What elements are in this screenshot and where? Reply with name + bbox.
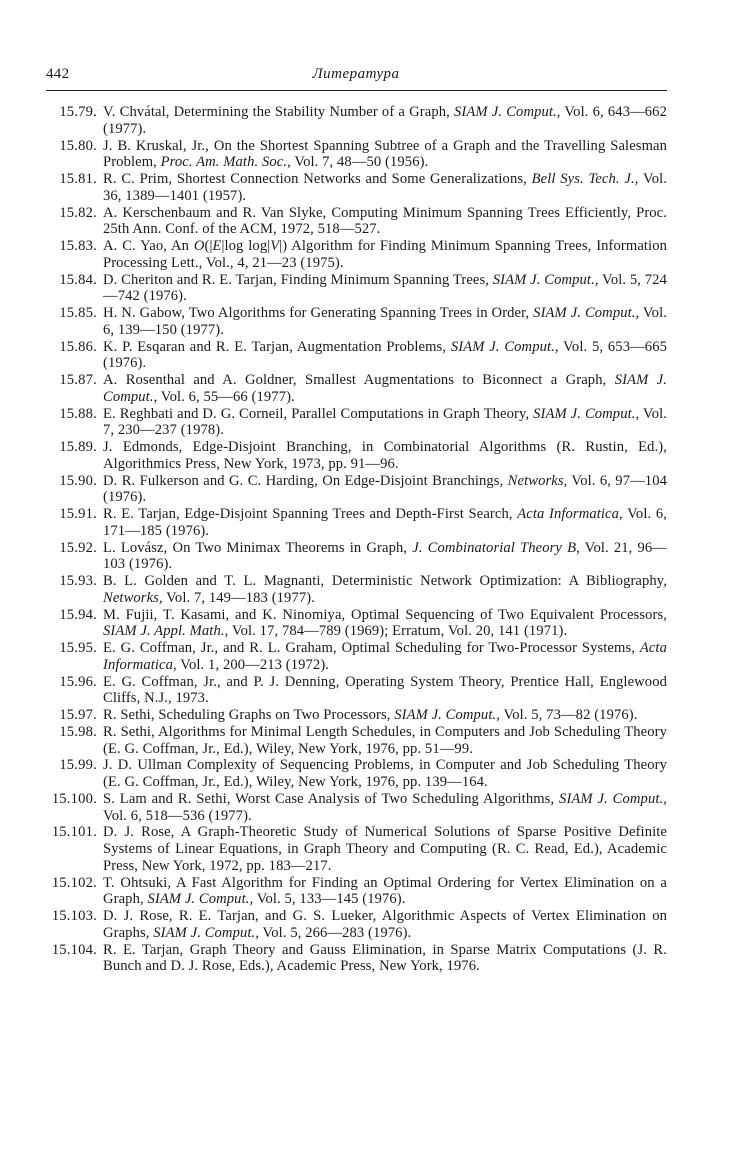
reference-entry xyxy=(46,473,667,507)
reference-number: 15.82. xyxy=(59,204,97,221)
reference-list xyxy=(46,104,667,975)
reference-text xyxy=(103,724,667,758)
running-title: Литература xyxy=(312,66,400,82)
reference-italic-text: SIAM J. Comput. xyxy=(450,338,555,355)
reference-number: 15.103. xyxy=(51,908,97,924)
reference-plain-text: D. J. Rose, A Graph-Theoretic Study of Numerical Solutions of Sparse Positive Definite Systems of Linear Equations, in Graph Theory and Computing (R. C. Read, Ed.), Academic Press, New York, 1972, pp. 183—217. xyxy=(103,824,667,874)
reference-number: 15.83. xyxy=(59,238,97,254)
reference-number: 15.94. xyxy=(59,606,97,623)
reference-plain-text: , Vol. 6, 518—536 (1977). xyxy=(103,790,667,824)
reference-italic-text: Acta Informatica xyxy=(103,640,667,673)
reference-plain-text: , Vol. 5, 724—742 (1976). xyxy=(103,271,667,305)
reference-italic-text: SIAM J. Comput. xyxy=(492,271,595,288)
reference-entry xyxy=(46,607,667,641)
reference-entry xyxy=(46,824,667,874)
reference-plain-text: , Vol. 36, 1389—1401 (1957). xyxy=(103,171,667,204)
reference-number: 15.81. xyxy=(59,171,97,187)
reference-text xyxy=(103,506,667,540)
reference-number: 15.97. xyxy=(59,707,97,723)
reference-italic-text: SIAM J. Comput. xyxy=(103,372,667,405)
reference-entry xyxy=(46,674,667,708)
reference-italic-text: SIAM J. Comput. xyxy=(394,707,497,723)
reference-entry xyxy=(46,540,667,574)
reference-plain-text: J. D. Ullman Complexity of Sequencing Problems, in Computer and Job Scheduling Theory (E. G. Coffman, Jr., Ed.), Wiley, New York, 1976, pp. 139—164. xyxy=(103,757,667,790)
reference-plain-text: V. Chvátal, Determining the Stability Number of a Graph, xyxy=(103,104,454,120)
reference-number: 15.100. xyxy=(51,790,97,807)
reference-plain-text: J. Edmonds, Edge-Disjoint Branching, in Combinatorial Algorithms (R. Rustin, Ed.), Algorithmics Press, New York, 1973, pp. 91—96. xyxy=(103,439,667,472)
reference-text xyxy=(103,875,667,909)
reference-entry xyxy=(46,138,667,172)
reference-plain-text: , Vol. 5, 266—283 (1976). xyxy=(255,924,412,941)
reference-number: 15.93. xyxy=(59,573,97,589)
page-header xyxy=(46,66,666,90)
reference-text xyxy=(103,406,667,440)
reference-text xyxy=(103,205,667,239)
reference-italic-text: V xyxy=(270,238,280,254)
reference-text xyxy=(103,607,667,641)
reference-plain-text: , Vol. 6, 171—185 (1976). xyxy=(103,506,668,539)
reference-entry xyxy=(46,305,667,339)
reference-plain-text: , Vol. 21, 96—103 (1976). xyxy=(103,539,667,573)
reference-number: 15.102. xyxy=(51,874,97,891)
reference-plain-text: A. C. Yao, An xyxy=(103,238,194,254)
reference-italic-text: J. Combinatorial Theory B xyxy=(412,539,577,556)
reference-text xyxy=(103,908,667,942)
reference-entry xyxy=(46,791,667,825)
reference-plain-text: R. E. Tarjan, Graph Theory and Gauss Elimination, in Sparse Matrix Computations (J. R. Bunch and D. J. Rose, Eds.), Academic Press, New York, 1976. xyxy=(103,941,667,975)
reference-text xyxy=(103,640,667,674)
reference-plain-text: D. J. Rose, R. E. Tarjan, and G. S. Lueker, Algorithmic Aspects of Vertex Elimination on Graphs, xyxy=(103,908,667,941)
reference-text xyxy=(103,791,667,825)
reference-plain-text: , Vol. 7, 48—50 (1956). xyxy=(287,154,429,171)
reference-plain-text: , Vol. 6, 139—150 (1977). xyxy=(103,305,667,338)
reference-text xyxy=(103,757,667,791)
reference-entry xyxy=(46,506,667,540)
reference-plain-text: E. Reghbati and D. G. Corneil, Parallel Computations in Graph Theory, xyxy=(103,405,534,422)
reference-italic-text: Acta Informatica xyxy=(517,506,620,522)
reference-number: 15.92. xyxy=(59,539,97,556)
reference-plain-text: D. Cheriton and R. E. Tarjan, Finding Minimum Spanning Trees, xyxy=(103,271,493,288)
reference-italic-text: SIAM J. Comput. xyxy=(533,305,636,321)
reference-plain-text: M. Fujii, T. Kasami, and K. Ninomiya, Optimal Sequencing of Two Equivalent Processors, xyxy=(103,606,667,623)
reference-number: 15.80. xyxy=(59,137,97,154)
reference-plain-text: D. R. Fulkerson and G. C. Harding, On Edge-Disjoint Branchings, xyxy=(103,472,508,489)
reference-plain-text: L. Lovász, On Two Minimax Theorems in Graph, xyxy=(103,539,413,556)
reference-plain-text: , Vol. 7, 149—183 (1977). xyxy=(158,589,315,606)
reference-entry xyxy=(46,339,667,373)
reference-text xyxy=(103,674,667,708)
reference-text xyxy=(103,573,667,607)
reference-number: 15.89. xyxy=(59,439,97,455)
reference-number: 15.84. xyxy=(59,271,97,288)
reference-plain-text: , Vol. 6, 55—66 (1977). xyxy=(153,388,295,405)
reference-text xyxy=(103,540,667,574)
reference-entry xyxy=(46,171,667,205)
reference-italic-text: SIAM J. Appl. Math. xyxy=(103,623,225,640)
reference-plain-text: R. Sethi, Scheduling Graphs on Two Processors, xyxy=(103,707,395,723)
reference-entry xyxy=(46,707,667,724)
reference-entry xyxy=(46,573,667,607)
reference-entry xyxy=(46,724,667,758)
reference-text xyxy=(103,707,667,724)
reference-text xyxy=(103,272,667,306)
reference-italic-text: Networks xyxy=(507,472,564,489)
reference-text xyxy=(103,473,667,507)
reference-number: 15.79. xyxy=(59,104,97,120)
page-number: 442 xyxy=(46,66,70,82)
reference-plain-text: , Vol. 1, 200—213 (1972). xyxy=(173,656,330,673)
reference-entry xyxy=(46,908,667,942)
reference-plain-text: , Vol. 5, 653—665 (1976). xyxy=(103,338,667,372)
reference-entry xyxy=(46,757,667,791)
reference-number: 15.88. xyxy=(59,405,97,422)
reference-plain-text: R. E. Tarjan, Edge-Disjoint Spanning Trees and Depth-First Search, xyxy=(103,506,518,522)
reference-plain-text: S. Lam and R. Sethi, Worst Case Analysis of Two Scheduling Algorithms, xyxy=(103,790,560,807)
reference-plain-text: A. Kerschenbaum and R. Van Slyke, Computing Minimum Spanning Trees Efficiently, Proc. 25th Ann. Conf. of the ACM, 1972, 518—527. xyxy=(103,204,667,238)
reference-number: 15.91. xyxy=(59,506,97,522)
reference-plain-text: H. N. Gabow, Two Algorithms for Generating Spanning Trees in Order, xyxy=(103,305,534,321)
reference-italic-text: Bell Sys. Tech. J. xyxy=(531,171,635,187)
reference-text xyxy=(103,104,667,138)
reference-number: 15.95. xyxy=(59,640,97,656)
reference-number: 15.90. xyxy=(59,472,97,489)
reference-plain-text: E. G. Coffman, Jr., and R. L. Graham, Optimal Scheduling for Two-Processor Systems, xyxy=(103,640,640,656)
header-rule xyxy=(46,90,667,91)
reference-number: 15.85. xyxy=(59,305,97,321)
reference-plain-text: A. Rosenthal and A. Goldner, Smallest Augmentations to Biconnect a Graph, xyxy=(103,372,615,388)
reference-italic-text: SIAM J. Comput. xyxy=(153,924,256,941)
reference-italic-text: SIAM J. Comput. xyxy=(559,790,664,807)
reference-plain-text: , Vol. 5, 73—82 (1976). xyxy=(496,707,638,723)
reference-entry xyxy=(46,406,667,440)
reference-entry xyxy=(46,205,667,239)
reference-entry xyxy=(46,104,667,138)
reference-italic-text: SIAM J. Comput. xyxy=(454,104,557,120)
reference-plain-text: |log log| xyxy=(221,238,271,254)
reference-entry xyxy=(46,372,667,406)
reference-plain-text: R. Sethi, Algorithms for Minimal Length Schedules, in Computers and Job Scheduling Theory (E. G. Coffman, Jr., Ed.), Wiley, New York, 1976, pp. 51—99. xyxy=(103,723,667,757)
reference-italic-text: Networks xyxy=(103,589,159,606)
reference-number: 15.98. xyxy=(59,723,97,740)
reference-italic-text: E xyxy=(212,238,222,254)
reference-plain-text: , Vol. 7, 230—237 (1978). xyxy=(103,405,667,439)
reference-italic-text: SIAM J. Comput. xyxy=(533,405,636,422)
reference-italic-text: Proc. Am. Math. Soc. xyxy=(160,154,288,171)
reference-number: 15.96. xyxy=(59,673,97,690)
reference-plain-text: B. L. Golden and T. L. Magnanti, Deterministic Network Optimization: A Bibliography, xyxy=(103,573,667,589)
reference-plain-text: E. G. Coffman, Jr., and P. J. Denning, Operating System Theory, Prentice Hall, Englewood Cliffs, N.J., 1973. xyxy=(103,673,667,707)
reference-italic-text: O xyxy=(193,238,205,254)
reference-plain-text: R. C. Prim, Shortest Connection Networks and Some Generalizations, xyxy=(103,171,532,187)
reference-entry xyxy=(46,942,667,976)
reference-number: 15.87. xyxy=(59,372,97,388)
reference-plain-text: , Vol. 17, 784—789 (1969); Erratum, Vol. 20, 141 (1971). xyxy=(224,623,568,640)
reference-text xyxy=(103,171,667,205)
reference-number: 15.101. xyxy=(51,824,97,841)
reference-text xyxy=(103,372,667,406)
reference-plain-text: , Vol. 6, 97—104 (1976). xyxy=(103,472,667,506)
reference-entry xyxy=(46,238,667,272)
reference-entry xyxy=(46,439,667,473)
reference-plain-text: |) Algorithm for Finding Minimum Spanning Trees, Information Processing Lett., Vol., 4, 21—23 (1975). xyxy=(103,238,667,271)
reference-text xyxy=(103,305,667,339)
reference-text xyxy=(103,824,667,874)
reference-plain-text: , Vol. 6, 643—662 (1977). xyxy=(103,104,667,137)
reference-number: 15.86. xyxy=(59,338,97,355)
reference-text xyxy=(103,942,667,976)
reference-plain-text: K. P. Esqaran and R. E. Tarjan, Augmentation Problems, xyxy=(103,338,451,355)
reference-text xyxy=(103,339,667,373)
reference-entry xyxy=(46,875,667,909)
reference-text xyxy=(103,138,667,172)
reference-text xyxy=(103,238,667,272)
reference-plain-text: (| xyxy=(204,238,213,254)
reference-entry xyxy=(46,272,667,306)
reference-plain-text: T. Ohtsuki, A Fast Algorithm for Finding an Optimal Ordering for Vertex Elimination on a Graph, xyxy=(103,874,667,908)
reference-plain-text: , Vol. 5, 133—145 (1976). xyxy=(249,891,406,908)
reference-number: 15.99. xyxy=(59,757,97,774)
reference-text xyxy=(103,439,667,473)
reference-italic-text: SIAM J. Comput. xyxy=(147,891,250,908)
reference-plain-text: J. B. Kruskal, Jr., On the Shortest Spanning Subtree of a Graph and the Travelling Salesman Problem, xyxy=(103,137,667,171)
reference-entry xyxy=(46,640,667,674)
reference-number: 15.104. xyxy=(51,941,97,958)
